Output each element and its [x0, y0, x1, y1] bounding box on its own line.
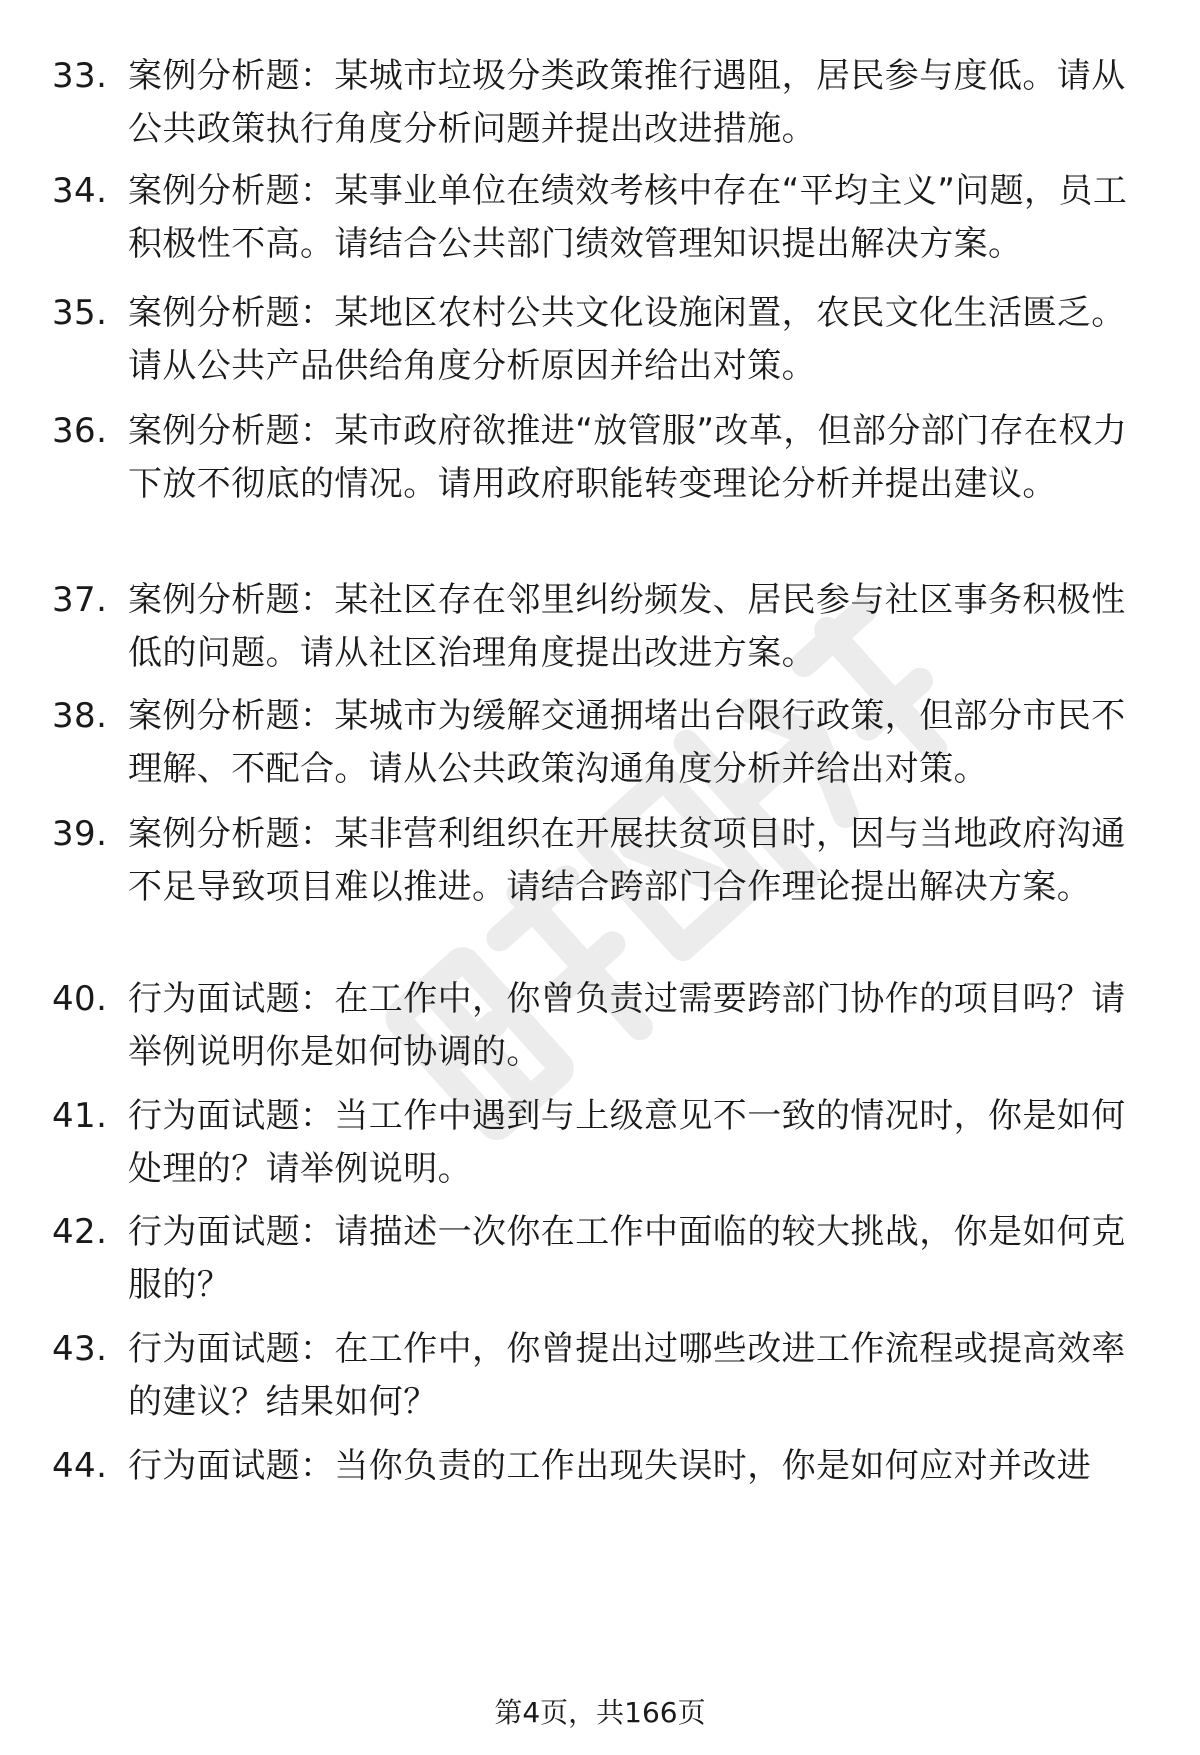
question-number: 44. [52, 1446, 108, 1486]
question-text: 案例分析题：某非营利组织在开展扶贫项目时，因与当地政府沟通不足导致项目难以推进。请结合跨部门合作理论提出解决方案。 [128, 814, 1126, 907]
list-item [52, 165, 1152, 271]
question-number: 34. [52, 171, 108, 211]
question-text: 行为面试题：在工作中，你曾负责过需要跨部门协作的项目吗？请举例说明你是如何协调的。 [128, 979, 1126, 1072]
list-item [52, 808, 1152, 914]
list-item [52, 973, 1152, 1079]
page-footer: 第4页，共166页 [494, 1696, 706, 1729]
question-number: 38. [52, 696, 108, 736]
question-text: 行为面试题：请描述一次你在工作中面临的较大挑战，你是如何克服的？ [128, 1212, 1126, 1305]
question-text: 案例分析题：某城市为缓解交通拥堵出台限行政策，但部分市民不理解、不配合。请从公共政策沟通角度分析并给出对策。 [128, 696, 1126, 789]
question-number: 41. [52, 1096, 108, 1136]
question-text: 行为面试题：当工作中遇到与上级意见不一致的情况时，你是如何处理的？请举例说明。 [128, 1096, 1126, 1189]
list-item [52, 405, 1152, 511]
question-text: 行为面试题：在工作中，你曾提出过哪些改进工作流程或提高效率的建议？结果如何？ [128, 1329, 1126, 1422]
list-item [52, 1090, 1152, 1196]
list-item [52, 1206, 1152, 1312]
list-item [52, 1323, 1152, 1429]
list-item [52, 50, 1152, 156]
question-number: 39. [52, 814, 108, 854]
list-item [52, 287, 1152, 393]
list-item [52, 574, 1152, 680]
question-number: 43. [52, 1329, 108, 1369]
question-text: 案例分析题：某城市垃圾分类政策推行遇阻，居民参与度低。请从公共政策执行角度分析问题并提出改进措施。 [128, 56, 1126, 149]
question-number: 36. [52, 411, 108, 451]
question-number: 37. [52, 580, 108, 620]
question-number: 42. [52, 1212, 108, 1252]
question-text: 案例分析题：某社区存在邻里纠纷频发、居民参与社区事务积极性低的问题。请从社区治理角度提出改进方案。 [128, 580, 1126, 673]
list-item [52, 1440, 1152, 1493]
question-number: 35. [52, 293, 108, 333]
question-text: 案例分析题：某地区农村公共文化设施闲置，农民文化生活匮乏。请从公共产品供给角度分析原因并给出对策。 [128, 293, 1126, 386]
question-text: 行为面试题：当你负责的工作出现失误时，你是如何应对并改进 [128, 1446, 1092, 1486]
question-number: 33. [52, 56, 108, 96]
question-number: 40. [52, 979, 108, 1019]
question-text: 案例分析题：某事业单位在绩效考核中存在“平均主义”问题，员工积极性不高。请结合公共部门绩效管理知识提出解决方案。 [128, 171, 1128, 264]
list-item [52, 690, 1152, 796]
question-text: 案例分析题：某市政府欲推进“放管服”改革，但部分部门存在权力下放不彻底的情况。请用政府职能转变理论分析并提出建议。 [128, 411, 1128, 504]
